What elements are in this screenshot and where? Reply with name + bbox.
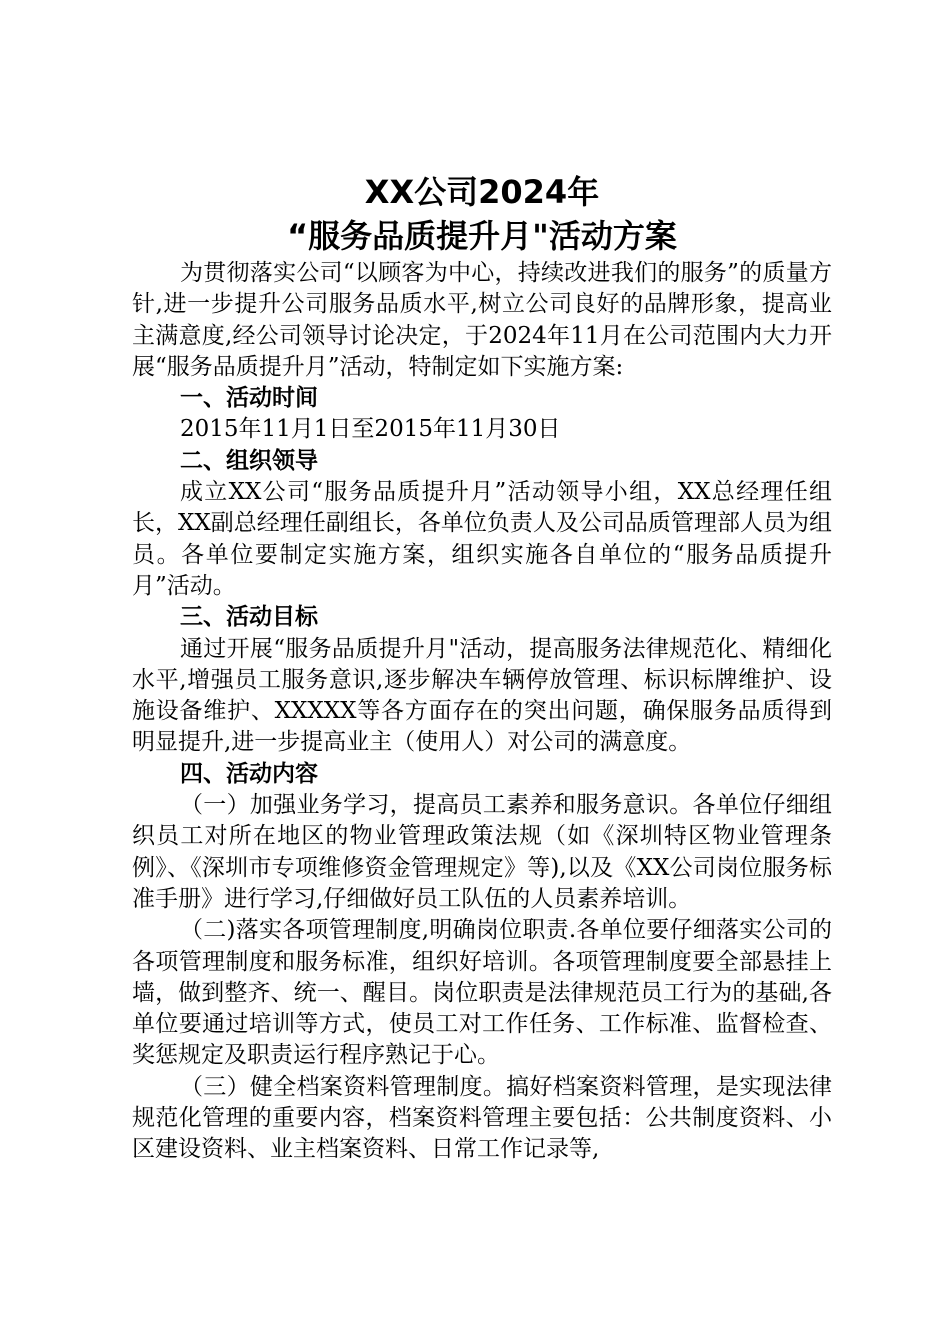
section-heading-time: 一、活动时间 bbox=[180, 385, 318, 412]
section-heading-organization: 二、组织领导 bbox=[180, 447, 318, 474]
intro-paragraph: 为贯彻落实公司“以顾客为中心，持续改进我们的服务”的质量方针,进一步提升公司服务品质水平,树立公司良好的品牌形象，提高业主满意度,经公司领导讨论决定，于2024年11月在公司范围内大力开展“服务品质提升月”活动，特制定如下实施方案: bbox=[132, 260, 832, 380]
document-page bbox=[132, 168, 832, 1166]
document-title-line-1: XX公司2024年 bbox=[364, 173, 600, 211]
section-content-item-2: （二)落实各项管理制度,明确岗位职责.各单位要仔细落实公司的各项管理制度和服务标准，组织好培训。各项管理制度要全部悬挂上墙，做到整齐、统一、醒目。岗位职责是法律规范员工行为的基础,各单位要通过培训等方式，使员工对工作任务、工作标准、监督检查、奖惩规定及职责运行程序熟记于心。 bbox=[132, 917, 832, 1069]
section-content-item-1: （一）加强业务学习，提高员工素养和服务意识。各单位仔细组织员工对所在地区的物业管理政策法规（如《深圳特区物业管理条例》、《深圳市专项维修资金管理规定》等),以及《XX公司岗位服务标准手册》进行学习,仔细做好员工队伍的人员素养培训。 bbox=[132, 792, 832, 912]
section-heading-goals: 三、活动目标 bbox=[180, 604, 318, 631]
section-goals-text: 通过开展“服务品质提升月"活动，提高服务法律规范化、精细化水平,增强员工服务意识,逐步解决车辆停放管理、标识标牌维护、设施设备维护、XXXXX等各方面存在的突出问题，确保服务品质得到明显提升,进一步提高业主（使用人）对公司的满意度。 bbox=[132, 635, 832, 756]
section-content-item-3: （三）健全档案资料管理制度。搞好档案资料管理，是实现法律规范化管理的重要内容，档案资料管理主要包括：公共制度资料、小区建设资料、业主档案资料、日常工作记录等, bbox=[132, 1073, 832, 1163]
section-time-text: 2015年11月1日至2015年11月30日 bbox=[180, 416, 561, 443]
document-title-line-2: “服务品质提升月"活动方案 bbox=[287, 217, 677, 255]
section-organization-text: 成立XX公司“服务品质提升月”活动领导小组，XX总经理任组长，XX副总经理任副组长，各单位负责人及公司品质管理部人员为组员。各单位要制定实施方案，组织实施各自单位的“服务品质提升月”活动。 bbox=[132, 479, 832, 599]
section-heading-content: 四、活动内容 bbox=[180, 760, 318, 787]
